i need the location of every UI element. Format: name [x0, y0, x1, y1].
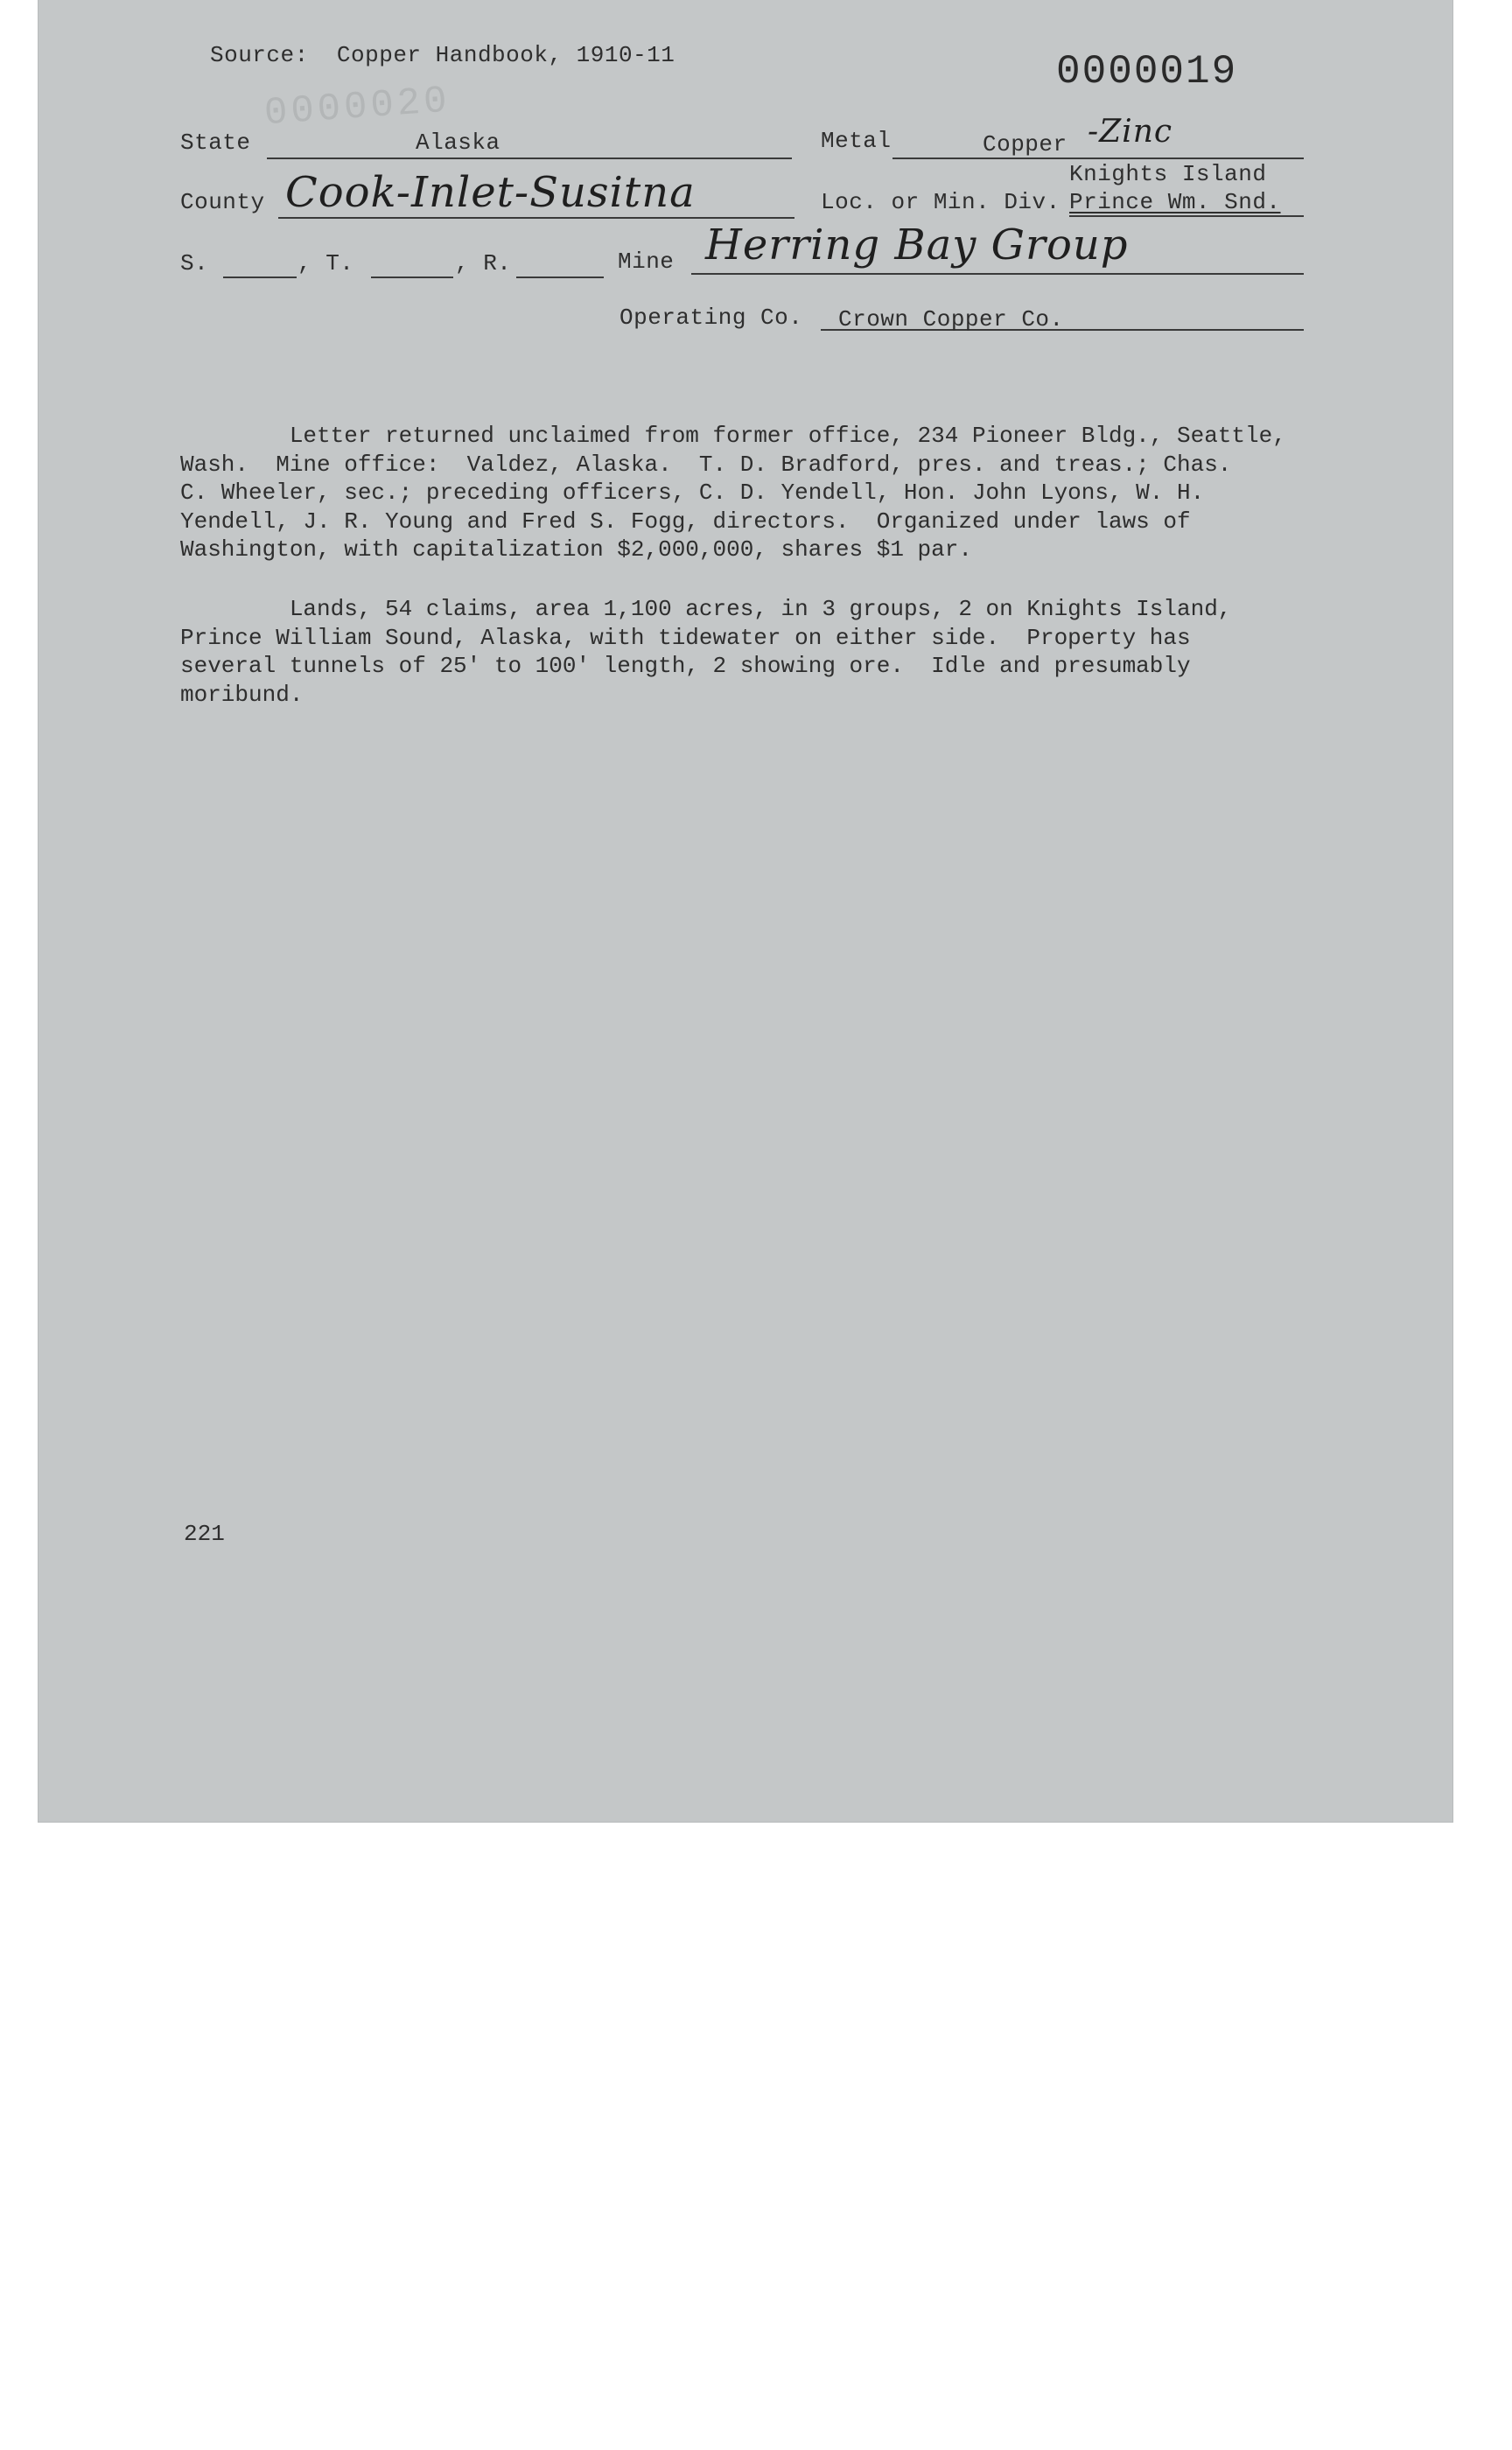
section-label: S.: [180, 250, 209, 276]
page-number: 221: [184, 1521, 225, 1547]
mine-value: Herring Bay Group: [705, 220, 1129, 270]
metal-handwritten: -Zinc: [1088, 114, 1173, 150]
loc-value-line1: Knights Island: [1069, 161, 1267, 187]
body-paragraph-1: Letter returned unclaimed from former office, 234 Pioneer Bldg., Seattle, Wash. Mine office: Valdez, Alaska. T. D. Bradford, pres. and treas.; Chas. C. Wheeler, sec.; preceding officers, C. D. Yendell, Hon. John Lyons, W. H. Yendell, J. R. Young and Fred S. Fogg, directors. Organized under laws of Washington, with capitalization $2,000,000, shares $1 par.: [180, 423, 1286, 563]
source-line: Source: Copper Handbook, 1910-11: [210, 42, 676, 68]
county-underline: [278, 217, 794, 219]
mine-underline: [691, 273, 1304, 275]
loc-value-line2: Prince Wm. Snd.: [1069, 189, 1281, 215]
loc-underline: [1069, 215, 1304, 217]
document-number: 0000019: [1056, 49, 1238, 94]
county-label: County: [180, 189, 265, 215]
state-underline: [267, 158, 792, 159]
metal-underline: [892, 158, 1304, 159]
range-label: , R.: [455, 250, 512, 276]
state-label: State: [180, 130, 251, 156]
section-underline: [223, 276, 297, 278]
operating-label: Operating Co.: [620, 304, 803, 331]
metal-value: Copper: [983, 131, 1068, 158]
operating-value: Crown Copper Co.: [838, 306, 1064, 332]
faint-stamp-number: 0000020: [262, 79, 452, 136]
mine-label: Mine: [618, 248, 675, 275]
county-value: Cook-Inlet-Susitna: [285, 168, 696, 217]
township-underline: [371, 276, 453, 278]
range-underline: [516, 276, 604, 278]
metal-label: Metal: [821, 128, 892, 154]
state-value: Alaska: [416, 130, 500, 156]
township-label: , T.: [298, 250, 354, 276]
loc-label: Loc. or Min. Div.: [821, 189, 1060, 215]
body-paragraph-2: Lands, 54 claims, area 1,100 acres, in 3 groups, 2 on Knights Island, Prince William Sound, Alaska, with tidewater on either side. Property has several tunnels of 25' to 100' length, 2 showing ore. Idle and presumably moribund.: [180, 596, 1232, 708]
